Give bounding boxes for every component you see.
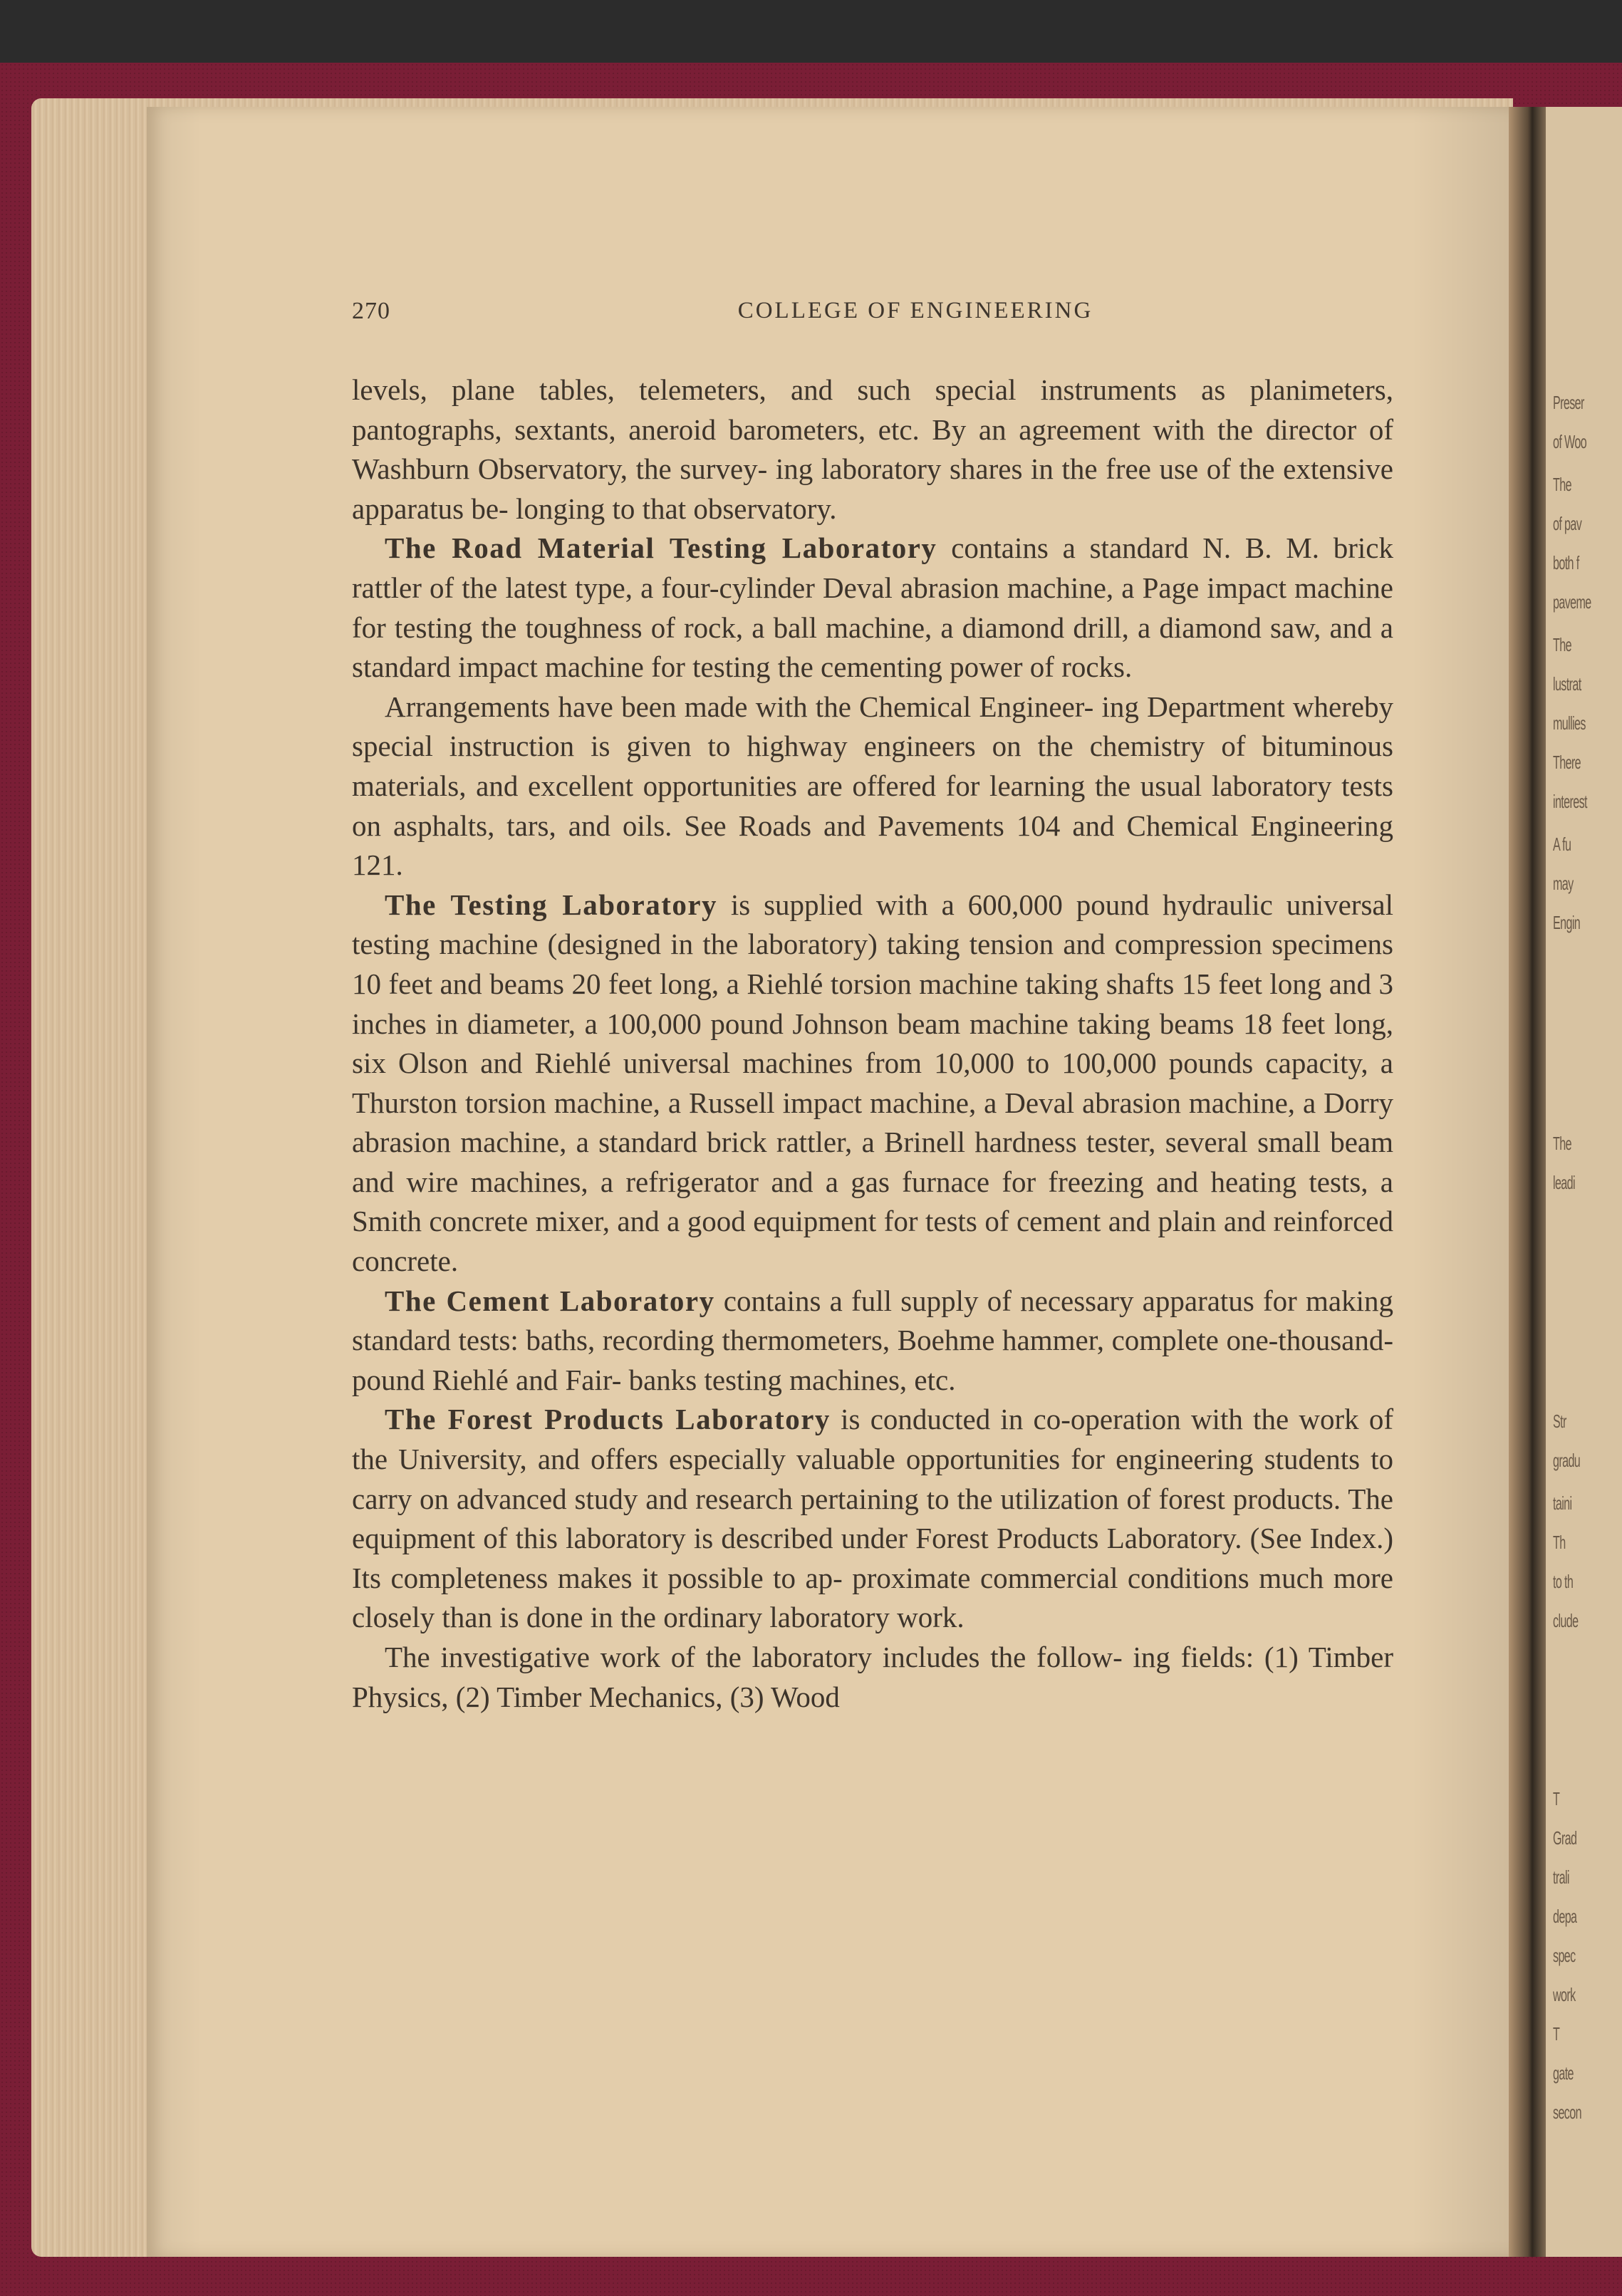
running-head xyxy=(352,298,1393,341)
facing-page-fragment: Grad xyxy=(1553,1827,1577,1849)
facing-page-fragment: paveme xyxy=(1553,591,1591,613)
facing-page-fragment: interest xyxy=(1553,791,1587,812)
facing-page-fragment: work xyxy=(1553,1984,1576,2005)
page-number: 270 xyxy=(352,298,390,324)
facing-page-fragment: Str xyxy=(1553,1411,1566,1432)
facing-page-fragment: The xyxy=(1553,1133,1571,1154)
facing-page-fragment: of Woo xyxy=(1553,431,1587,452)
paragraph xyxy=(352,687,1393,885)
facing-page-fragment: There xyxy=(1553,752,1581,773)
facing-page-fragment: The xyxy=(1553,474,1571,495)
paragraph-text: Arrangements have been made with the Chemical Engineer- ing Department whereby special instruction is given to highway engineers on the chemistry of bituminous materials, and excellent opportunities are offered for learning the usual laboratory tests on asphalts, tars, and oils. See Roads and Pavements 104 and Chemical Engineering 121. xyxy=(352,690,1393,882)
facing-page-fragment: Th xyxy=(1553,1532,1566,1553)
paragraph xyxy=(352,885,1393,1282)
facing-page-fragment: The xyxy=(1553,634,1571,655)
paragraph-lead: The Testing Laboratory xyxy=(385,888,718,921)
body-text xyxy=(352,370,1393,1717)
running-title: COLLEGE OF ENGINEERING xyxy=(737,298,1093,323)
facing-page-fragment: T xyxy=(1553,2023,1560,2045)
facing-page-fragment: T xyxy=(1553,1788,1560,1809)
paragraph-text: levels, plane tables, telemeters, and such special instruments as planimeters, pantographs, sextants, aneroid barometers, etc. By an agreement with the director of Washburn Observatory, the survey- ing laboratory shares in the free use of the extensive apparatus be- longing to that observatory. xyxy=(352,373,1393,525)
facing-page-fragment: Preser xyxy=(1553,392,1584,413)
paragraph-text: is supplied with a 600,000 pound hydraulic universal testing machine (designed in the laboratory) taking tension and compression specimens 10 feet and beams 20 feet long, a Riehlé torsion machine taking shafts 15 feet long and 3 inches in diameter, a 100,000 pound Johnson beam machine taking beams 18 feet long, six Olson and Riehlé universal machines from 10,000 to 100,000 pounds capacity, a Thurston torsion machine, a Russell impact machine, a Deval abrasion machine, a Dorry abrasion machine, a standard brick rattler, a Brinell hardness tester, several small beam and wire machines, a refrigerator and a gas furnace for freezing and heating tests, a Smith concrete mixer, and a good equipment for tests of cement and plain and reinforced concrete. xyxy=(352,888,1393,1278)
paragraph-lead: The Cement Laboratory xyxy=(385,1284,715,1317)
paragraph xyxy=(352,1282,1393,1401)
paragraph-lead: The Forest Products Laboratory xyxy=(385,1403,831,1436)
facing-page-fragment: taini xyxy=(1553,1492,1572,1514)
facing-page-fragment: A fu xyxy=(1553,833,1571,855)
facing-page-fragment: gradu xyxy=(1553,1450,1581,1471)
paragraph xyxy=(352,1638,1393,1717)
paragraph xyxy=(352,529,1393,687)
facing-page-fragment: of pav xyxy=(1553,513,1582,534)
facing-page-fragment: Engin xyxy=(1553,912,1581,933)
paragraph-text: contains a standard N. B. M. brick rattler of the latest type, a four-cylinder Deval abrasion machine, a Page impact machine for testing the toughness of rock, a ball machine, a diamond drill, a diamond saw, and a standard impact machine for testing the cementing power of rocks. xyxy=(352,531,1393,684)
facing-page-fragment: may xyxy=(1553,873,1574,894)
paragraph xyxy=(352,370,1393,529)
facing-page-fragment: gate xyxy=(1553,2062,1574,2084)
facing-page-fragment: leadi xyxy=(1553,1172,1575,1193)
paragraph xyxy=(352,1400,1393,1638)
facing-page-fragment: depa xyxy=(1553,1906,1577,1927)
facing-page-fragment: to th xyxy=(1553,1571,1574,1592)
facing-page-fragment: mullies xyxy=(1553,712,1586,734)
book-gutter xyxy=(1509,107,1551,2257)
facing-page-fragment: lustrat xyxy=(1553,673,1581,695)
paragraph-text: The investigative work of the laboratory includes the follow- ing fields: (1) Timber Physics, (2) Timber Mechanics, (3) Wood xyxy=(352,1641,1393,1713)
facing-page-fragment: clude xyxy=(1553,1610,1579,1631)
facing-page-fragment: secon xyxy=(1553,2102,1581,2123)
facing-page-fragment: trali xyxy=(1553,1866,1569,1888)
paragraph-text: is conducted in co-operation with the work of the University, and offers especially valuable opportunities for engineering students to carry on advanced study and research pertaining to the utilization of forest products. The equipment of this laboratory is described under Forest Products Laboratory. (See Index.) Its completeness makes it possible to ap- proximate commercial conditions much more closely than is done in the ordinary laboratory work. xyxy=(352,1403,1393,1634)
paragraph-text: contains a full supply of necessary apparatus for making standard tests: baths, recording thermometers, Boehme hammer, complete one-thousand-pound Riehlé and Fair- banks testing machines, etc. xyxy=(352,1284,1393,1396)
facing-page-fragment: spec xyxy=(1553,1945,1576,1966)
facing-page xyxy=(1546,107,1622,2257)
paragraph-lead: The Road Material Testing Laboratory xyxy=(385,531,937,565)
facing-page-fragment: both f xyxy=(1553,552,1579,573)
